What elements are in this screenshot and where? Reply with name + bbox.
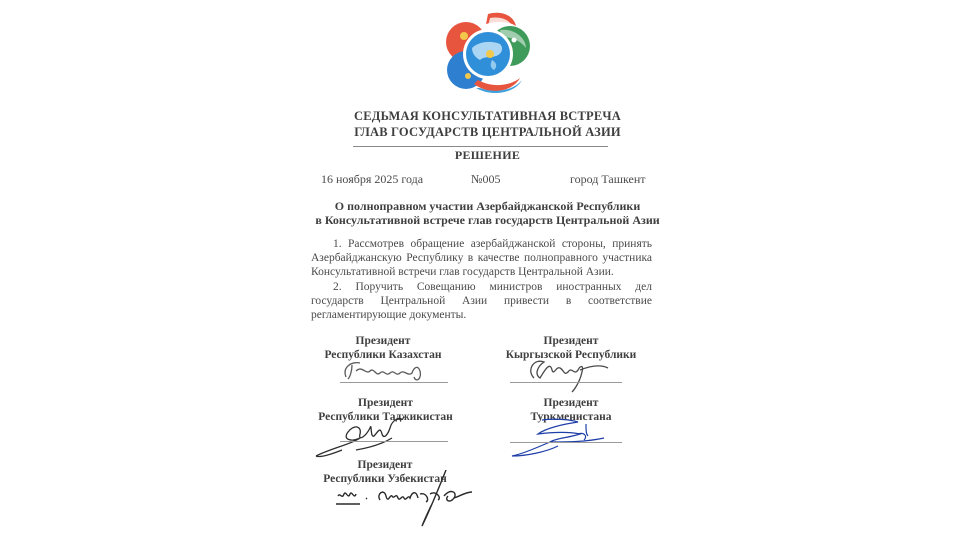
decision-date: 16 ноября 2025 года	[321, 172, 424, 186]
header-divider	[353, 146, 608, 147]
decision-number: №005	[471, 172, 501, 186]
signatory-title: Президент	[543, 335, 599, 347]
signatory-title: Президент	[543, 397, 599, 409]
signature-turkmenistan-icon	[506, 416, 616, 460]
signatory-country: Республики Казахстан	[324, 349, 442, 361]
signature-kazakhstan-icon	[338, 357, 448, 385]
signatory-title: Президент	[358, 397, 413, 409]
paragraph-2: 2. Поручить Совещанию министров иностранных дел государств Центральной Азии привести в соответствие регламентирующие документы.	[311, 280, 652, 322]
signatory-title: Президент	[357, 459, 413, 471]
signature-uzbekistan-icon	[326, 470, 476, 534]
signature-line	[510, 442, 622, 443]
decision-body	[311, 237, 652, 322]
signatory-title: Президент	[355, 335, 411, 347]
signature-line	[510, 382, 622, 383]
summit-logo-icon	[440, 8, 536, 98]
decision-title: РЕШЕНИЕ	[454, 148, 521, 162]
signatory-country: Кыргызской Республики	[505, 349, 637, 361]
paragraph-1: 1. Рассмотрев обращение азербайджанской стороны, принять Азербайджанскую Республику в качестве полноправного участника Консультативной встречи глав государств Центральной Азии.	[311, 238, 652, 279]
signatory-country: Туркменистана	[530, 411, 612, 423]
subject-line1: О полноправном участии Азербайджанской Республики	[334, 199, 641, 213]
signature-line	[340, 382, 448, 383]
signatory-country: Республики Узбекистан	[323, 473, 447, 485]
meeting-title-line1: СЕДЬМАЯ КОНСУЛЬТАТИВНАЯ ВСТРЕЧА	[354, 109, 621, 123]
signature-tajikistan-icon	[312, 414, 422, 460]
meeting-title-line2: ГЛАВ ГОСУДАРСТВ ЦЕНТРАЛЬНОЙ АЗИИ	[354, 125, 621, 139]
signature-line	[340, 441, 448, 442]
subject-line2: в Консультативной встрече глав государств Центральной Азии	[315, 213, 660, 227]
decision-city: город Ташкент	[570, 172, 646, 186]
signatory-country: Республики Таджикистан	[318, 411, 453, 423]
signature-kyrgyzstan-icon	[520, 352, 620, 394]
